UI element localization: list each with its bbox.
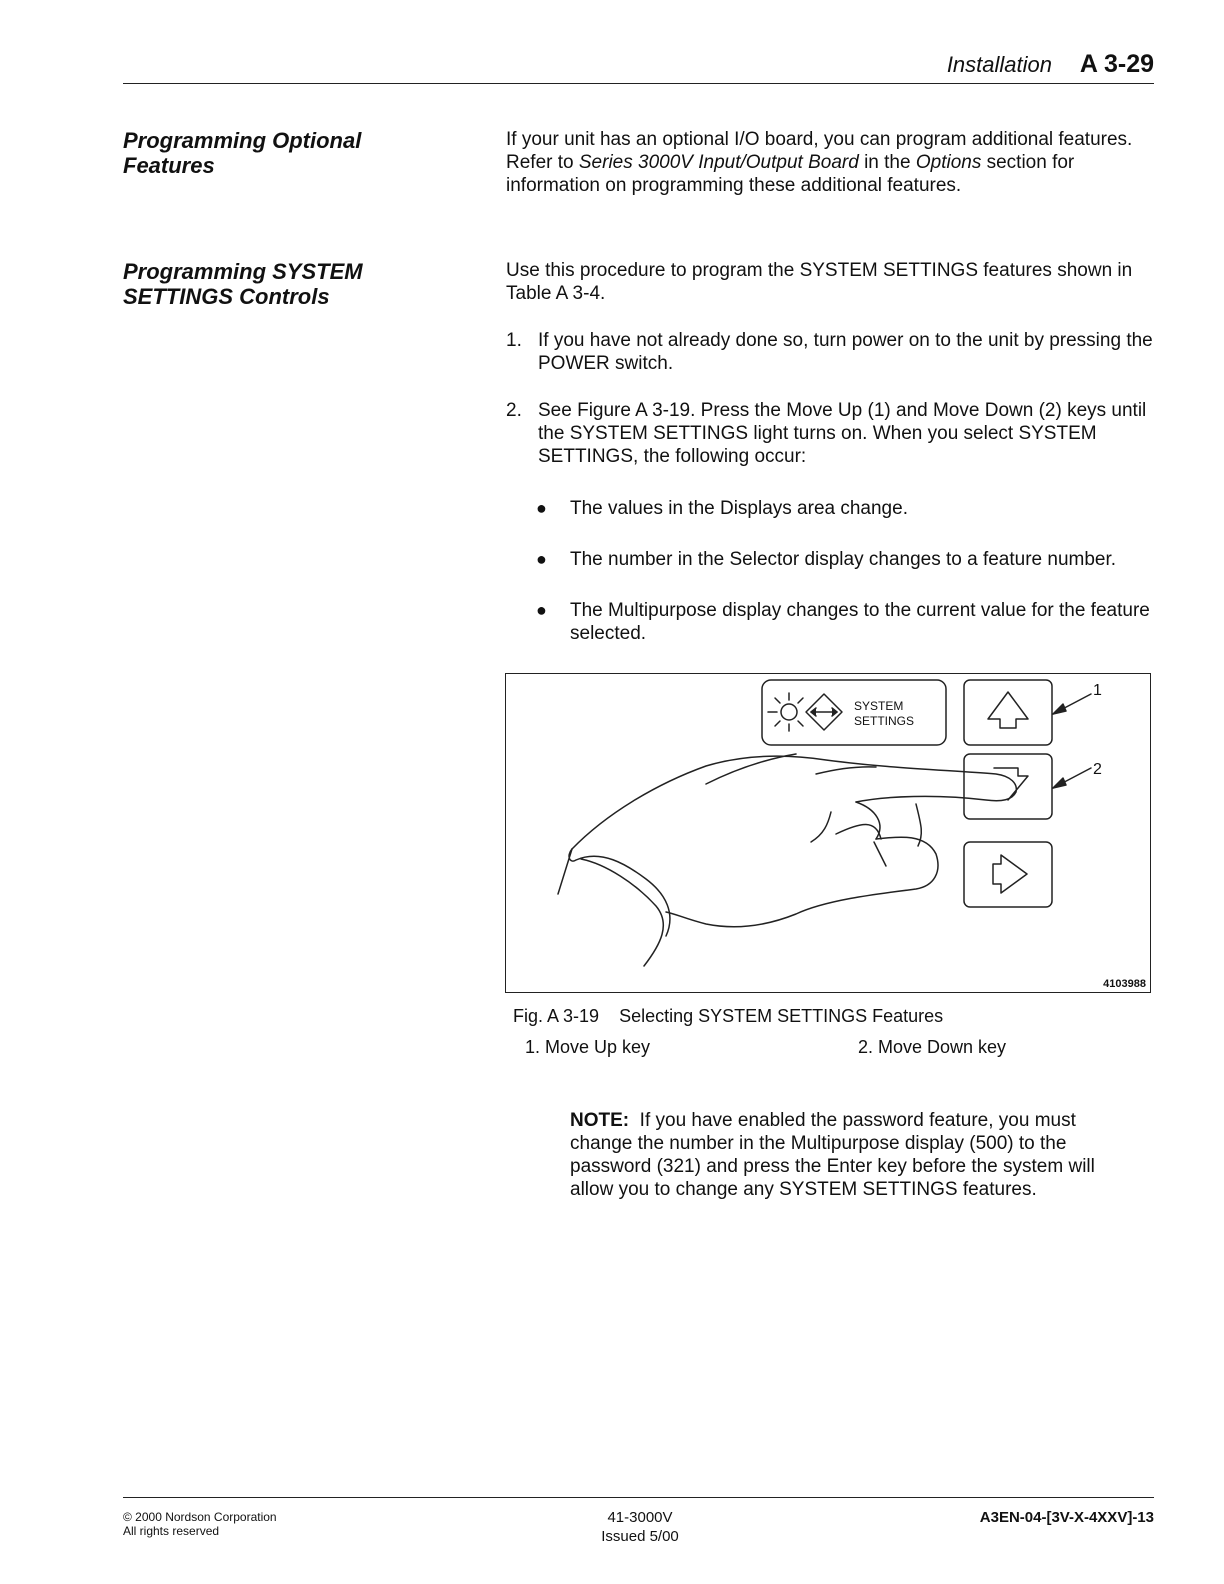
footer-rule — [123, 1497, 1154, 1498]
figure-caption-number: Fig. A 3-19 — [513, 1006, 600, 1026]
bullet-text: The Multipurpose display changes to the current value for the feature selected. — [570, 600, 1150, 644]
figure-system-settings — [505, 673, 1151, 993]
down-arrow-icon — [994, 768, 1028, 800]
optional-text-reference: Series 3000V Input/Output Board — [578, 152, 859, 173]
figure-drawing — [506, 674, 1152, 994]
system-heading-line2: SETTINGS Controls — [123, 284, 330, 309]
panel-label-line2: SETTINGS — [854, 714, 915, 728]
right-arrow-icon — [993, 855, 1027, 893]
footer-issued: Issued 5/00 — [601, 1528, 679, 1545]
optional-text-c: section for information on programming these additional features. — [506, 152, 1075, 196]
note-label: NOTE: — [570, 1110, 630, 1131]
figure-caption — [513, 1006, 943, 1027]
optional-features-heading — [123, 128, 453, 178]
footer-doc-code: A3EN-04-[3V-X-4XXV]-13 — [979, 1509, 1154, 1526]
up-arrow-icon — [988, 692, 1028, 728]
footer-copyright: © 2000 Nordson Corporation — [123, 1510, 277, 1524]
bullet-text: The number in the Selector display changes to a feature number. — [570, 549, 1117, 570]
footer-part-number: 41-3000V — [607, 1509, 673, 1526]
optional-heading-line2: Features — [123, 153, 215, 178]
step-number: 1. — [506, 330, 522, 351]
figure-legend-item: 2. Move Down key — [858, 1037, 1007, 1057]
panel-label-line1: SYSTEM — [854, 699, 904, 713]
note-text: If you have enabled the password feature, you must change the number in the Multipurpose display (500) to the password (321) and press the Enter key before the system will allow you to change any SYSTEM SETTINGS features. — [570, 1110, 1095, 1200]
move-down-key — [964, 754, 1052, 819]
bullet-icon: ● — [536, 600, 547, 620]
move-right-key — [964, 842, 1052, 907]
header-page-number: A 3-29 — [1079, 50, 1154, 78]
move-up-key — [964, 680, 1052, 745]
callout-1-number: 1 — [1093, 682, 1102, 699]
system-heading-line1: Programming SYSTEM — [123, 259, 363, 284]
step-number: 2. — [506, 400, 522, 421]
bullet-icon: ● — [536, 498, 547, 518]
figure-legend-item: 1. Move Up key — [525, 1037, 651, 1057]
system-settings-heading — [123, 259, 453, 309]
footer-rights: All rights reserved — [123, 1524, 220, 1538]
optional-text-b: in the — [858, 152, 916, 173]
system-settings-intro: Use this procedure to program the SYSTEM SETTINGS features shown in Table A 3-4. — [506, 260, 1133, 304]
figure-caption-title: Selecting SYSTEM SETTINGS Features — [619, 1006, 944, 1026]
optional-text-options: Options — [915, 152, 982, 173]
bullet-text: The values in the Displays area change. — [570, 498, 908, 519]
optional-heading-line1: Programming Optional — [123, 128, 362, 153]
note-block — [570, 1109, 1130, 1201]
diamond-arrows-icon — [806, 694, 842, 730]
footer-copyright-block — [123, 1510, 277, 1538]
optional-text-a: If your unit has an optional I/O board, you can program additional features. Refer to — [506, 129, 1133, 173]
callout-2-number: 2 — [1093, 761, 1102, 778]
figure-id-number: 4103988 — [1103, 978, 1146, 990]
header-section-title: Installation — [946, 52, 1052, 77]
bullet-icon: ● — [536, 549, 547, 569]
pointing-hand-illustration — [558, 754, 1016, 966]
header-rule — [123, 83, 1154, 84]
indicator-light-icon — [768, 693, 803, 731]
optional-features-paragraph — [506, 128, 1166, 197]
step-text: See Figure A 3-19. Press the Move Up (1) and Move Down (2) keys until the SYSTEM SETTINGS light turns on. When you select SYSTEM SETTINGS, the following occur: — [538, 400, 1147, 467]
footer-issue-block — [560, 1508, 720, 1546]
step-text: If you have not already done so, turn power on to the unit by pressing the POWER switch. — [538, 330, 1153, 374]
